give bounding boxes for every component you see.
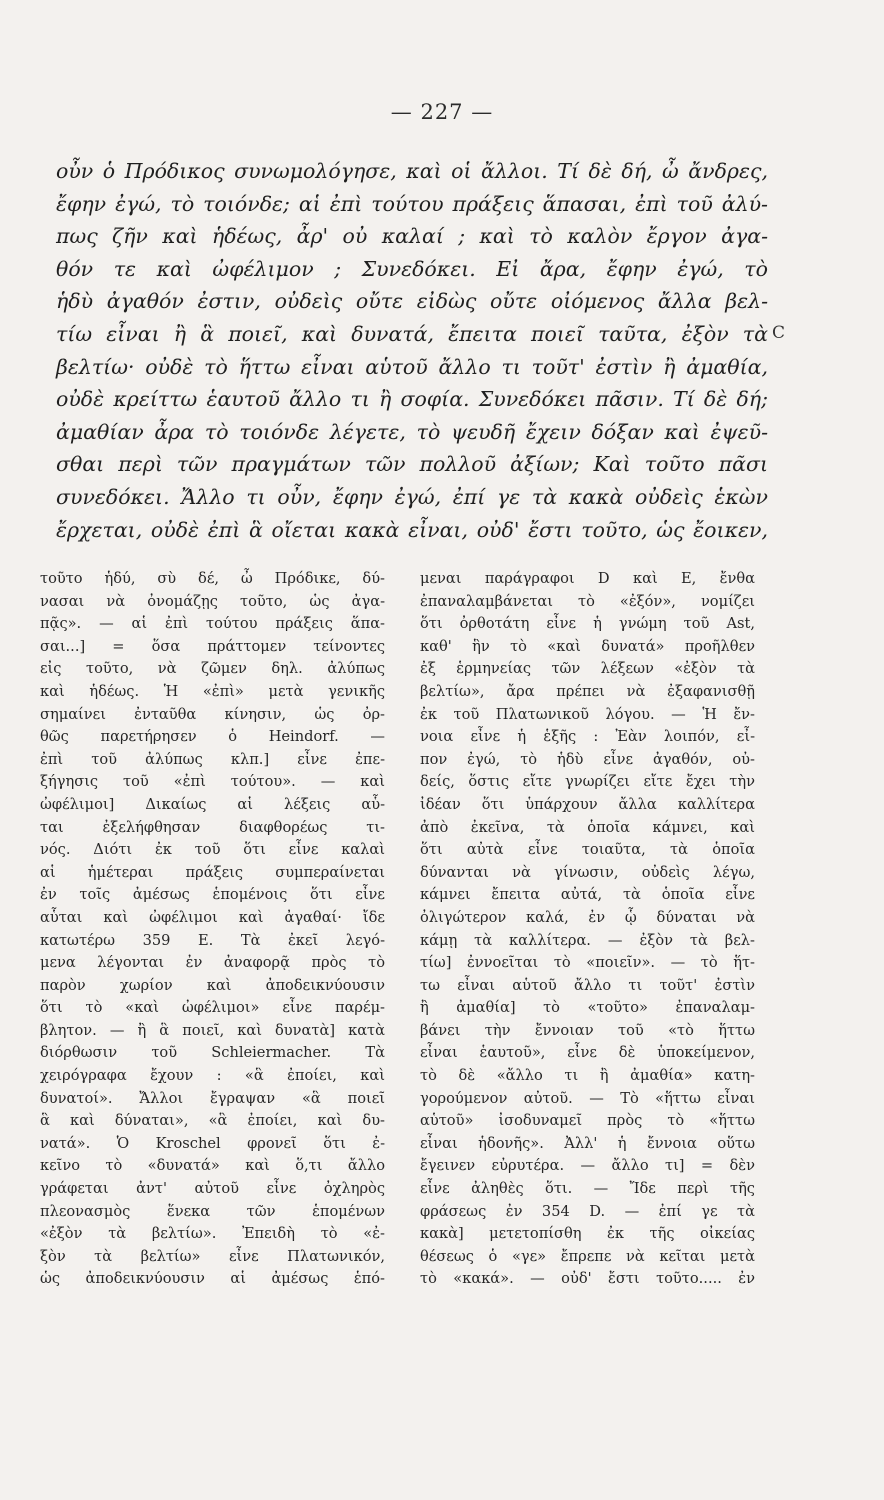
commentary-line: θῶς παρετήρησεν ὁ Heindorf. — <box>40 728 385 746</box>
commentary-line: ὅτι τὸ «καὶ ὠφέλιμοι» εἶνε παρέμ- <box>40 999 385 1017</box>
commentary-line: ἐπὶ τοῦ ἀλύπως κλπ.] εἶνε ἐπε- <box>40 750 385 768</box>
commentary-line: ὅτι ὀρθοτάτη εἶνε ἡ γνώμη τοῦ Ast, <box>420 615 755 633</box>
commentary-line: ἐν τοῖς ἀμέσως ἑπομένοις ὅτι εἶνε <box>40 886 385 904</box>
commentary-line: βελτίω», ἄρα πρέπει νὰ ἐξαφανισθῇ <box>420 682 755 700</box>
main-text-line: ἡδὺ ἀγαθόν ἐστιν, οὐδεὶς οὔτε εἰδὼς οὔτε οἰόμενος ἄλλα βελ- <box>56 289 768 314</box>
commentary-line: νός. Διότι ἐκ τοῦ ὅτι εἶνε καλαὶ <box>40 841 385 859</box>
commentary-line: σαι...] = ὅσα πράττομεν τείνοντες <box>40 637 385 655</box>
commentary-line: αὗται καὶ ὠφέλιμοι καὶ ἀγαθαί· ἴδε <box>40 908 385 926</box>
commentary-line: «ἐξὸν τὰ βελτίω». Ἐπειδὴ τὸ «ἐ- <box>40 1225 385 1243</box>
main-text-line: ἔφην ἐγώ, τὸ τοιόνδε; αἱ ἐπὶ τούτου πράξεις ἅπασαι, ἐπὶ τοῦ ἀλύ- <box>56 191 768 216</box>
commentary-line: νατά». Ὁ Kroschel φρονεῖ ὅτι ἐ- <box>40 1134 385 1152</box>
commentary-left-column <box>40 568 385 1291</box>
commentary-line: ἢ ἀμαθία] τὸ «τοῦτο» ἐπαναλαμ- <box>420 999 755 1017</box>
commentary-line: ὀλιγώτερον καλά, ἐν ᾧ δύναται νὰ <box>420 908 755 926</box>
commentary-line: παρὸν χωρίον καὶ ἀποδεικνύουσιν <box>40 976 385 994</box>
commentary-line: μεναι παράγραφοι D καὶ E, ἔνθα <box>420 570 755 587</box>
main-text-line: βελτίω· οὐδὲ τὸ ἥττω εἶναι αὑτοῦ ἄλλο τι τοῦτ' ἐστὶν ἢ ἀμαθία, <box>56 354 768 379</box>
commentary-line: δύνανται νὰ γίνωσιν, οὐδεὶς λέγω, <box>420 863 755 881</box>
commentary-line: θέσεως ὁ «γε» ἔπρεπε νὰ κεῖται μετὰ <box>420 1247 755 1265</box>
commentary-line: πᾷς». — αἱ ἐπὶ τούτου πράξεις ἅπα- <box>40 615 385 633</box>
main-text-line: ἀμαθίαν ἆρα τὸ τοιόνδε λέγετε, τὸ ψευδῆ ἔχειν δόξαν καὶ ἐψεῦ- <box>56 419 768 444</box>
commentary-line: ἃ καὶ δύναται», «ἃ ἐποίει, καὶ δυ- <box>40 1112 385 1130</box>
commentary-line: κεῖνο τὸ «δυνατά» καὶ ὅ,τι ἄλλο <box>40 1157 385 1175</box>
commentary-line: ὅτι αὐτὰ εἶνε τοιαῦτα, τὰ ὁποῖα <box>420 841 755 859</box>
commentary-line: φράσεως ἐν 354 D. — ἐπί γε τὰ <box>420 1202 755 1220</box>
commentary-line: τὸ δὲ «ἄλλο τι ἢ ἀμαθία» κατη- <box>420 1067 755 1085</box>
commentary-line: νοια εἶνε ἡ ἑξῆς : Ἐὰν λοιπόν, εἶ- <box>420 728 755 746</box>
commentary-line: πλεονασμὸς ἕνεκα τῶν ἑπομένων <box>40 1202 385 1220</box>
main-text-line: ἔρχεται, οὐδὲ ἐπὶ ἃ οἴεται κακὰ εἶναι, οὐδ' ἔστι τοῦτο, ὡς ἔοικεν, <box>56 517 768 542</box>
commentary-line: τὸ «κακά». — οὐδ' ἔστι τοῦτο..... ἐν <box>420 1270 755 1288</box>
commentary-line: εἰς τοῦτο, νὰ ζῶμεν δηλ. ἀλύπως <box>40 660 385 678</box>
main-text-line: σθαι περὶ τῶν πραγμάτων τῶν πολλοῦ ἀξίων; Καὶ τοῦτο πᾶσι <box>56 452 768 477</box>
commentary-line: ἐκ τοῦ Πλατωνικοῦ λόγου. — Ἡ ἔν- <box>420 705 755 723</box>
commentary-right-column <box>420 568 755 1291</box>
commentary-line: αὑτοῦ» ἰσοδυναμεῖ πρὸς τὸ «ἥττω <box>420 1112 755 1130</box>
commentary-line: δυνατοί». Ἄλλοι ἔγραψαν «ἃ ποιεῖ <box>40 1089 385 1107</box>
commentary-line: ξήγησις τοῦ «ἐπὶ τούτου». — καὶ <box>40 773 385 791</box>
main-text-block <box>56 155 768 546</box>
main-text-line: οὐδὲ κρείττω ἑαυτοῦ ἄλλο τι ἢ σοφία. Συνεδόκει πᾶσιν. Τί δὲ δή; <box>56 387 768 412</box>
commentary-line: βλητον. — ἢ ἃ ποιεῖ, καὶ δυνατὰ] κατὰ <box>40 1021 385 1039</box>
commentary-line: δείς, ὅστις εἴτε γνωρίζει εἴτε ἔχει τὴν <box>420 773 755 791</box>
commentary-line: ἰδέαν ὅτι ὑπάρχουν ἄλλα καλλίτερα <box>420 795 755 813</box>
commentary-line: ὠφέλιμοι] Δικαίως αἱ λέξεις αὗ- <box>40 795 385 813</box>
commentary-line: ται ἐξελήφθησαν διαφθορέως τι- <box>40 818 385 836</box>
commentary-line: τίω] ἐννοεῖται τὸ «ποιεῖν». — τὸ ἥτ- <box>420 954 755 972</box>
commentary-line: τω εἶναι αὑτοῦ ἄλλο τι τοῦτ' ἐστὶν <box>420 976 755 994</box>
commentary-line: γράφεται ἀντ' αὐτοῦ εἶνε ὀχληρὸς <box>40 1180 385 1198</box>
commentary-line: σημαίνει ἐνταῦθα κίνησιν, ὡς ὀρ- <box>40 705 385 723</box>
main-text-line: πως ζῆν καὶ ἡδέως, ἆρ' οὐ καλαί ; καὶ τὸ καλὸν ἔργον ἀγα- <box>56 224 768 249</box>
commentary-line: αἱ ἡμέτεραι πράξεις συμπεραίνεται <box>40 863 385 881</box>
commentary-line: κακὰ] μετετοπίσθη ἐκ τῆς οἰκείας <box>420 1225 755 1243</box>
commentary-line: ξὸν τὰ βελτίω» εἶνε Πλατωνικόν, <box>40 1247 385 1265</box>
commentary-line: εἶναι ἡδονῆς». Ἀλλ' ἡ ἔννοια οὕτω <box>420 1134 755 1152</box>
commentary-line: ἐπαναλαμβάνεται τὸ «ἐξόν», νομίζει <box>420 592 755 610</box>
main-text-line: συνεδόκει. Ἄλλο τι οὖν, ἔφην ἐγώ, ἐπί γε τὰ κακὰ οὐδεὶς ἑκὼν <box>56 484 768 509</box>
commentary-line: μενα λέγονται ἐν ἀναφορᾷ πρὸς τὸ <box>40 954 385 972</box>
commentary-line: κατωτέρω 359 Ε. Τὰ ἐκεῖ λεγό- <box>40 931 385 949</box>
commentary-line: τοῦτο ἡδύ, σὺ δέ, ὦ Πρόδικε, δύ- <box>40 570 385 587</box>
main-text-line: οὖν ὁ Πρόδικος συνωμολόγησε, καὶ οἱ ἄλλοι. Τί δὲ δή, ὦ ἄνδρες, <box>56 159 768 183</box>
main-text-line: τίω εἶναι ἢ ἃ ποιεῖ, καὶ δυνατά, ἔπειτα ποιεῖ ταῦτα, ἐξὸν τὰ <box>56 321 768 346</box>
page-number: — 227 — <box>390 100 494 124</box>
commentary-line: ἐξ ἑρμηνείας τῶν λέξεων «ἐξὸν τὰ <box>420 660 755 678</box>
commentary-line: γορούμενον αὐτοῦ. — Τὸ «ἥττω εἶναι <box>420 1089 755 1107</box>
commentary-line: κάμνει ἔπειτα αὐτά, τὰ ὁποῖα εἶνε <box>420 886 755 904</box>
commentary-line: χειρόγραφα ἔχουν : «ἃ ἐποίει, καὶ <box>40 1067 385 1085</box>
main-text-line: θόν τε καὶ ὠφέλιμον ; Συνεδόκει. Εἰ ἄρα, ἔφην ἐγώ, τὸ <box>56 256 768 281</box>
commentary-line: καθ' ἣν τὸ «καὶ δυνατά» προῆλθεν <box>420 637 755 655</box>
commentary-line: διόρθωσιν τοῦ Schleiermacher. Τὰ <box>40 1044 385 1062</box>
commentary-line: ἀπὸ ἐκεῖνα, τὰ ὁποῖα κάμνει, καὶ <box>420 818 755 836</box>
commentary-line: κάμῃ τὰ καλλίτερα. — ἐξὸν τὰ βελ- <box>420 931 755 949</box>
commentary-line: καὶ ἡδέως. Ἡ «ἐπὶ» μετὰ γενικῆς <box>40 682 385 700</box>
commentary-line: ὡς ἀποδεικνύουσιν αἱ ἀμέσως ἑπό- <box>40 1270 385 1288</box>
commentary-line: πον ἐγώ, τὸ ἡδὺ εἶνε ἀγαθόν, οὐ- <box>420 750 755 768</box>
commentary-line: ἔγεινεν εὐρυτέρα. — ἄλλο τι] = δὲν <box>420 1157 755 1175</box>
margin-section-letter: C <box>772 323 786 343</box>
commentary-line: εἶνε ἀληθὲς ὅτι. — Ἴδε περὶ τῆς <box>420 1180 755 1198</box>
commentary-line: βάνει τὴν ἔννοιαν τοῦ «τὸ ἥττω <box>420 1021 755 1039</box>
commentary-line: νασαι νὰ ὀνομάζῃς τοῦτο, ὡς ἀγα- <box>40 592 385 610</box>
commentary-line: εἶναι ἑαυτοῦ», εἶνε δὲ ὑποκείμενον, <box>420 1044 755 1062</box>
